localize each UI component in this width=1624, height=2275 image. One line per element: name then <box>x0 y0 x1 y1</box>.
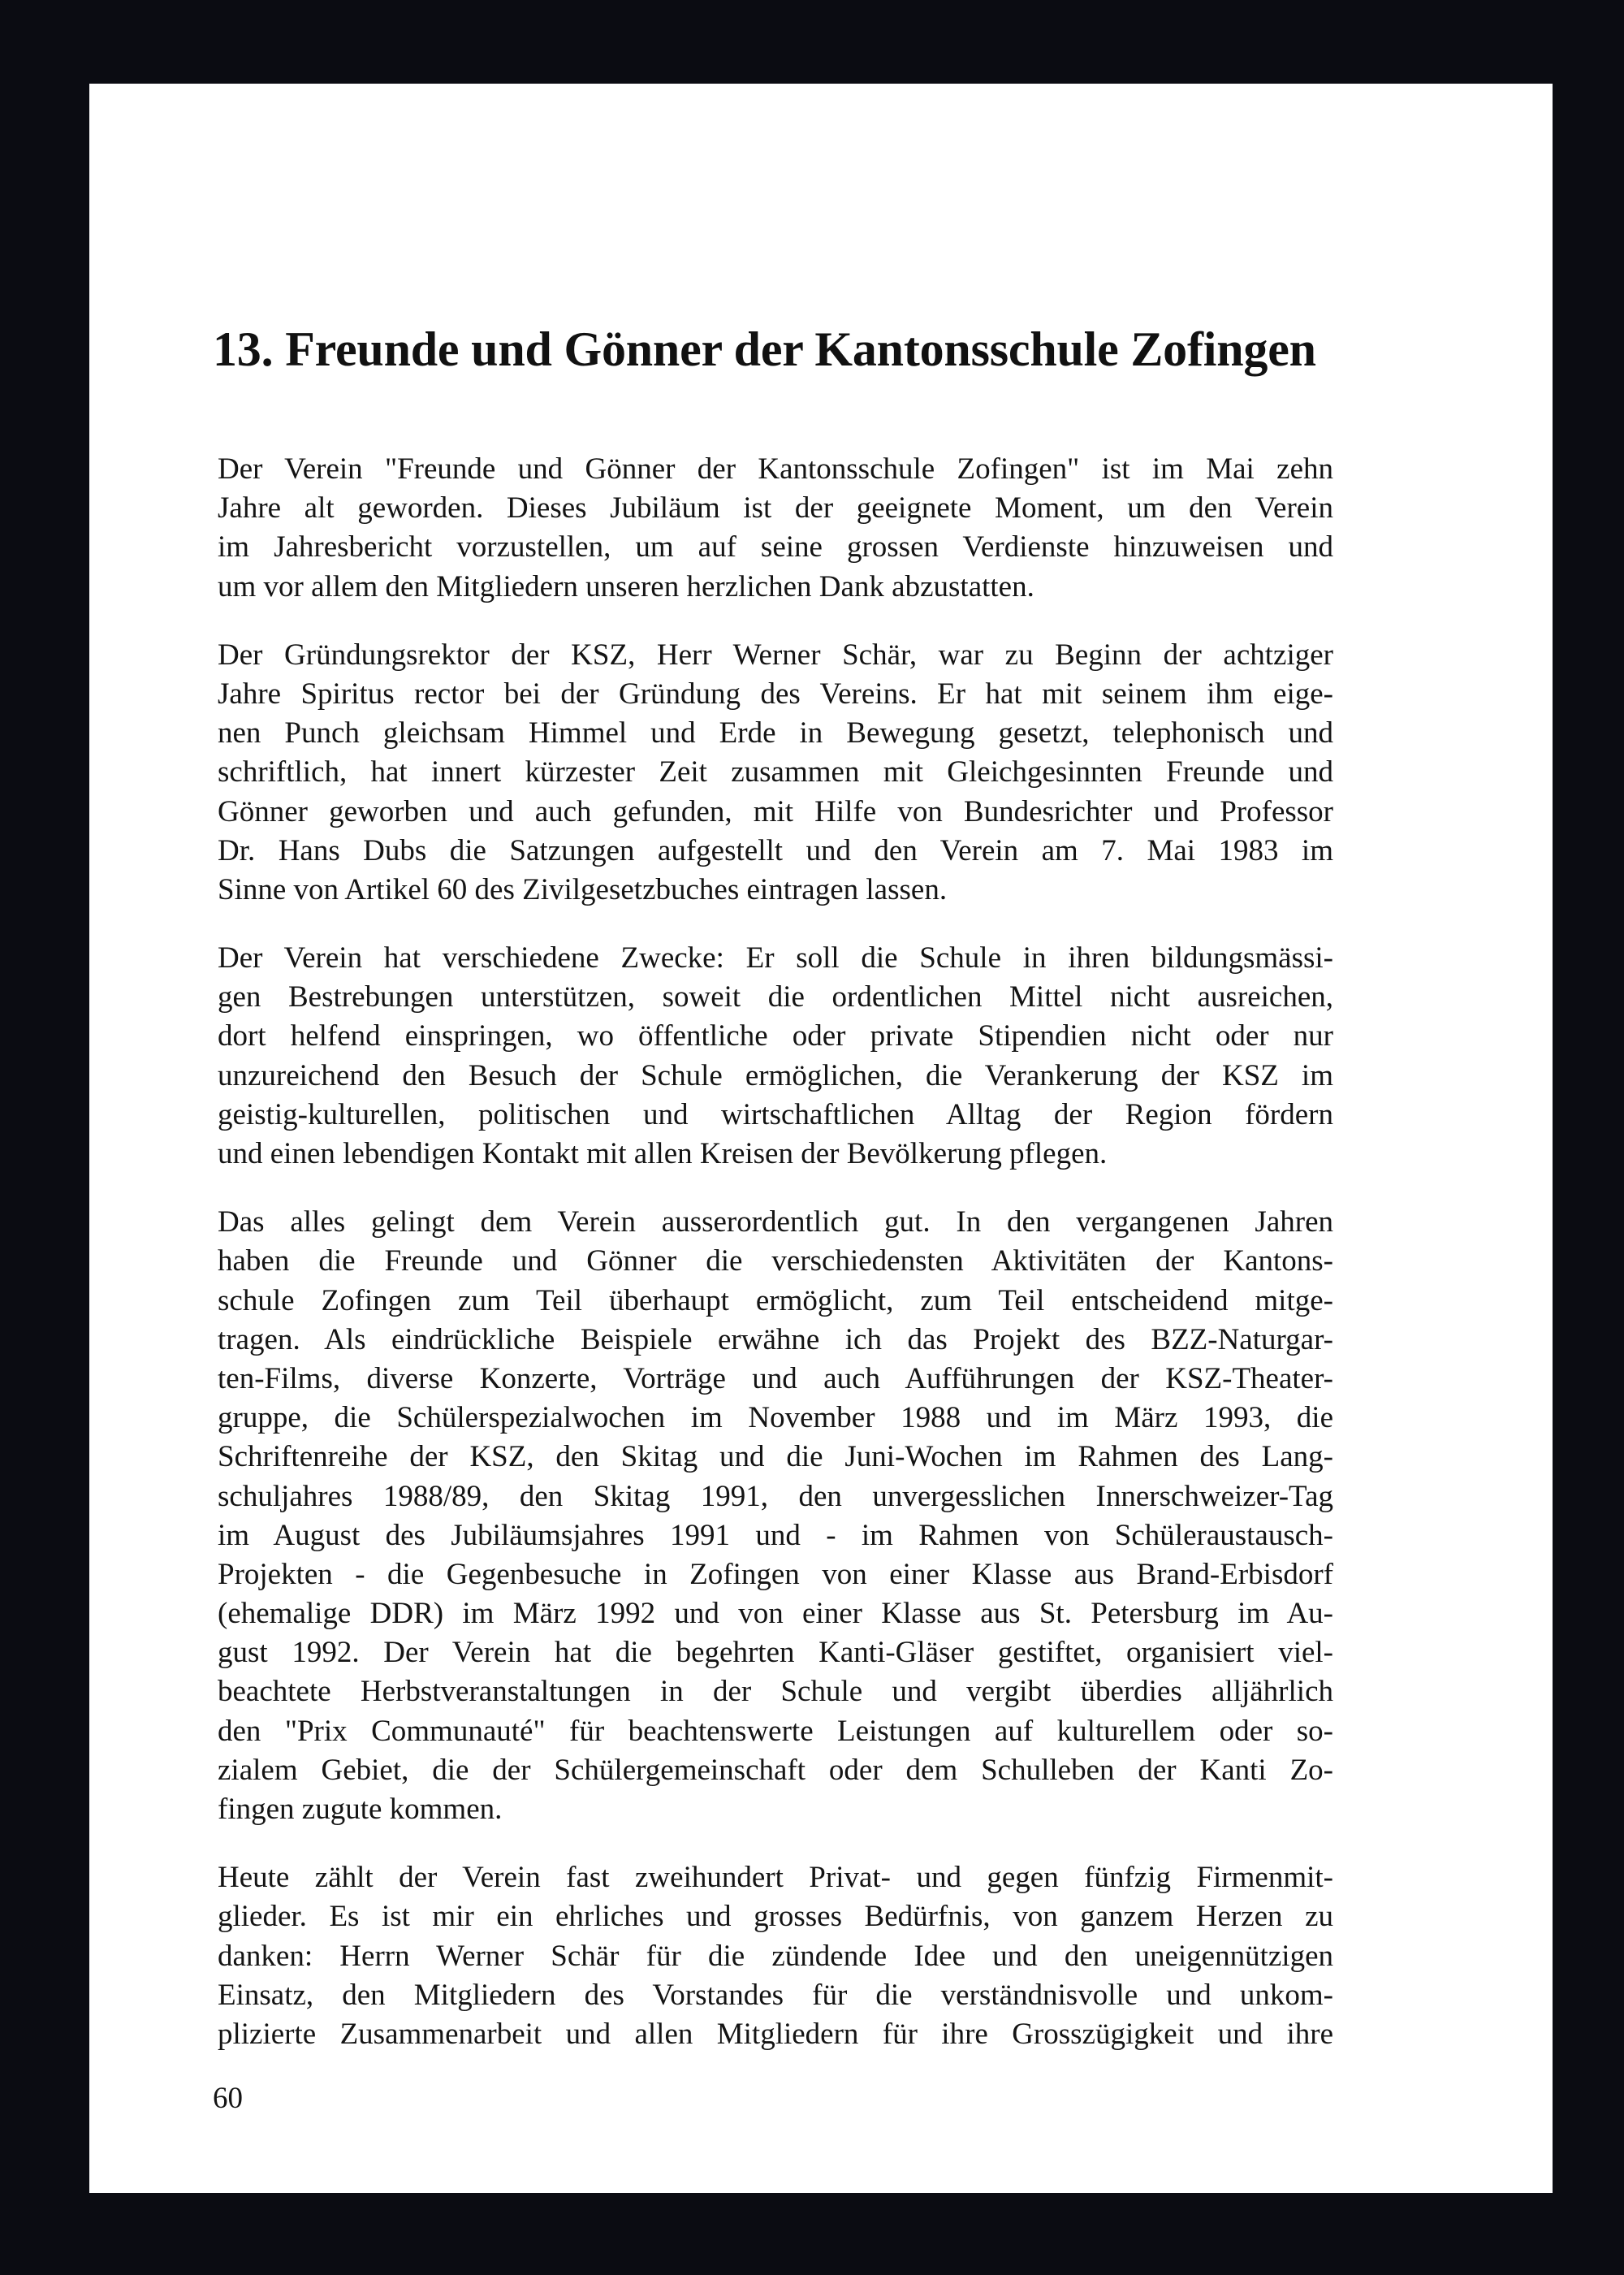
text-line: Dr. Hans Dubs die Satzungen aufgestellt und den Verein am 7. Mai 1983 im <box>218 833 1333 867</box>
text-line: gust 1992. Der Verein hat die begehrten Kanti-Gläser gestiftet, organisiert viel- <box>218 1636 1333 1670</box>
text-line: Jahre Spiritus rector bei der Gründung des Vereins. Er hat mit seinem ihm eige- <box>218 677 1333 711</box>
page-number: 60 <box>213 2082 243 2115</box>
text-line: gruppe, die Schülerspezialwochen im November 1988 und im März 1993, die <box>218 1401 1333 1435</box>
text-line: Der Verein hat verschiedene Zwecke: Er soll die Schule in ihren bildungsmässi- <box>218 941 1333 975</box>
text-line: schuljahres 1988/89, den Skitag 1991, den unvergesslichen Innerschweizer-Tag <box>218 1479 1333 1513</box>
text-line: unzureichend den Besuch der Schule ermöglichen, die Verankerung der KSZ im <box>218 1058 1333 1092</box>
text-line: schriftlich, hat innert kürzester Zeit zusammen mit Gleichgesinnten Freunde und <box>218 755 1333 789</box>
text-line: um vor allem den Mitgliedern unseren herzlichen Dank abzustatten. <box>218 569 1034 603</box>
text-line: und einen lebendigen Kontakt mit allen Kreisen der Bevölkerung pflegen. <box>218 1137 1108 1170</box>
paragraph-activities <box>218 1203 1333 1829</box>
text-line: zialem Gebiet, die der Schülergemeinschaft oder dem Schulleben der Kanti Zo- <box>218 1753 1333 1787</box>
text-line: danken: Herrn Werner Schär für die zündende Idee und den uneigennützigen <box>218 1939 1333 1973</box>
text-line: glieder. Es ist mir ein ehrliches und grosses Bedürfnis, von ganzem Herzen zu <box>218 1900 1333 1934</box>
chapter-heading: 13. Freunde und Gönner der Kantonsschule Zofingen <box>213 322 1316 376</box>
body-text <box>218 450 1333 2083</box>
paragraph-purposes <box>218 939 1333 1174</box>
document-page <box>89 84 1553 2193</box>
text-line: fingen zugute kommen. <box>218 1793 503 1826</box>
paragraph-thanks <box>218 1858 1333 2054</box>
text-line: nen Punch gleichsam Himmel und Erde in Bewegung gesetzt, telephonisch und <box>218 716 1333 750</box>
text-line: ten-Films, diverse Konzerte, Vorträge und auch Aufführungen der KSZ-Theater- <box>218 1361 1333 1395</box>
text-line: im August des Jubiläumsjahres 1991 und - im Rahmen von Schüleraustausch- <box>218 1518 1333 1552</box>
text-line: plizierte Zusammenarbeit und allen Mitgliedern für ihre Grosszügigkeit und ihre <box>218 2017 1333 2051</box>
text-line: schule Zofingen zum Teil überhaupt ermöglicht, zum Teil entscheidend mitge- <box>218 1283 1333 1317</box>
text-line: beachtete Herbstveranstaltungen in der Schule und vergibt überdies alljährlich <box>218 1675 1333 1709</box>
text-line: Sinne von Artikel 60 des Zivilgesetzbuches eintragen lassen. <box>218 872 948 906</box>
text-line: dort helfend einspringen, wo öffentliche oder private Stipendien nicht oder nur <box>218 1019 1333 1053</box>
text-line: Gönner geworben und auch gefunden, mit Hilfe von Bundesrichter und Professor <box>218 794 1333 828</box>
text-line: Der Verein "Freunde und Gönner der Kantonsschule Zofingen" ist im Mai zehn <box>218 452 1333 486</box>
text-line: im Jahresbericht vorzustellen, um auf seine grossen Verdienste hinzuweisen und <box>218 530 1333 564</box>
text-line: (ehemalige DDR) im März 1992 und von einer Klasse aus St. Petersburg im Au- <box>218 1597 1333 1631</box>
text-line: haben die Freunde und Gönner die verschiedensten Aktivitäten der Kantons- <box>218 1244 1333 1278</box>
text-line: gen Bestrebungen unterstützen, soweit die ordentlichen Mittel nicht ausreichen, <box>218 980 1333 1014</box>
text-line: Der Gründungsrektor der KSZ, Herr Werner Schär, war zu Beginn der achtziger <box>218 638 1333 672</box>
text-line: Einsatz, den Mitgliedern des Vorstandes für die verständnisvolle und unkom- <box>218 1978 1333 2012</box>
text-line: Heute zählt der Verein fast zweihundert Privat- und gegen fünfzig Firmenmit- <box>218 1861 1333 1895</box>
text-line: den "Prix Communauté" für beachtenswerte Leistungen auf kulturellem oder so- <box>218 1714 1333 1748</box>
text-line: Schriftenreihe der KSZ, den Skitag und die Juni-Wochen im Rahmen des Lang- <box>218 1440 1333 1474</box>
text-line: Jahre alt geworden. Dieses Jubiläum ist der geeignete Moment, um den Verein <box>218 491 1333 525</box>
text-line: Projekten - die Gegenbesuche in Zofingen von einer Klasse aus Brand-Erbisdorf <box>218 1557 1333 1591</box>
text-line: tragen. Als eindrückliche Beispiele erwähne ich das Projekt des BZZ-Naturgar- <box>218 1322 1333 1356</box>
text-line: Das alles gelingt dem Verein ausserordentlich gut. In den vergangenen Jahren <box>218 1205 1333 1239</box>
paragraph-founding <box>218 636 1333 910</box>
text-line: geistig-kulturellen, politischen und wirtschaftlichen Alltag der Region fördern <box>218 1097 1333 1131</box>
paragraph-anniversary <box>218 450 1333 607</box>
